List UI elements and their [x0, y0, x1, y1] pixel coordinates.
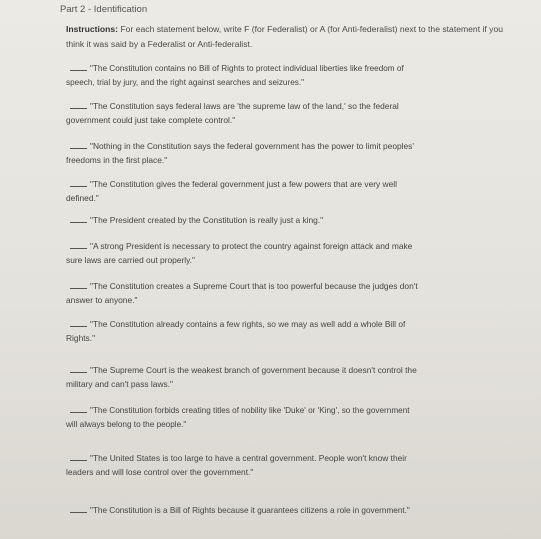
statement-text: "The Constitution forbids creating titles of nobility like 'Duke' or 'King', so the government	[90, 406, 410, 415]
answer-blank-6[interactable]	[70, 240, 87, 249]
answer-blank-10[interactable]	[70, 404, 87, 413]
statement-text: "The Constitution already contains a few rights, so we may as well add a whole Bill of	[90, 319, 406, 329]
statement-text: "Nothing in the Constitution says the federal government has the power to limit peoples'	[90, 141, 414, 151]
instructions-label: Instructions:	[66, 24, 119, 34]
statement-text: "The Constitution is a Bill of Rights because it guarantees citizens a role in government."	[90, 506, 410, 515]
statement-continuation: answer to anyone."	[66, 294, 138, 305]
statement-continuation: leaders and will lose control over the government."	[66, 466, 254, 477]
statement-item-6	[66, 240, 521, 267]
answer-blank-12[interactable]	[70, 504, 87, 513]
statement-text: "The Constitution says federal laws are 'the supreme law of the land,' so the federal	[90, 101, 399, 111]
instructions	[66, 22, 522, 52]
statement-continuation: speech, trial by jury, and the right against searches and seizures."	[66, 77, 305, 87]
answer-blank-4[interactable]	[70, 178, 87, 187]
answer-blank-1[interactable]	[70, 62, 87, 71]
statement-continuation: sure laws are carried out properly."	[66, 254, 195, 265]
answer-blank-9[interactable]	[70, 364, 87, 373]
answer-blank-3[interactable]	[70, 140, 87, 149]
statement-item-2	[66, 100, 521, 127]
answer-blank-8[interactable]	[70, 318, 87, 327]
answer-blank-5[interactable]	[70, 214, 87, 223]
statement-continuation: will always belong to the people."	[66, 419, 187, 429]
statement-text: "The Supreme Court is the weakest branch of government because it doesn't control the	[90, 365, 417, 375]
answer-blank-2[interactable]	[70, 100, 87, 109]
statement-text: "The Constitution creates a Supreme Court that is too powerful because the judges don't	[90, 281, 418, 291]
statement-item-7	[66, 280, 521, 307]
statement-continuation: freedoms in the first place."	[66, 154, 168, 165]
statement-item-3	[66, 140, 521, 167]
statement-item-9	[66, 364, 521, 391]
instructions-text: For each statement below, write F (for Federalist) or A (for Anti-federalist) next to the statement if you think it was said by a Federalist or Anti-federalist.	[66, 24, 504, 49]
statement-text: "The Constitution contains no Bill of Rights to protect individual liberties like freedom of	[90, 64, 404, 73]
statement-item-11	[66, 452, 521, 479]
part-title: Part 2 - Identification	[60, 4, 148, 15]
statement-text: "A strong President is necessary to protect the country against foreign attack and make	[90, 241, 413, 251]
statement-continuation: defined."	[66, 192, 99, 203]
statement-continuation: military and can't pass laws."	[66, 378, 173, 389]
statement-text: "The President created by the Constitution is really just a king."	[90, 215, 324, 225]
statement-item-5	[66, 214, 521, 228]
answer-blank-11[interactable]	[70, 452, 87, 461]
statement-text: "The United States is too large to have a central government. People won't know their	[90, 453, 407, 463]
answer-blank-7[interactable]	[70, 280, 87, 289]
statement-continuation: Rights."	[66, 332, 96, 343]
statement-item-8	[66, 318, 521, 345]
statement-text: "The Constitution gives the federal government just a few powers that are very well	[90, 179, 397, 189]
statement-item-4	[66, 178, 521, 205]
statement-item-1	[66, 62, 521, 89]
statement-item-10	[66, 404, 521, 431]
statement-continuation: government could just take complete control."	[66, 114, 236, 125]
statement-item-12	[66, 504, 521, 518]
